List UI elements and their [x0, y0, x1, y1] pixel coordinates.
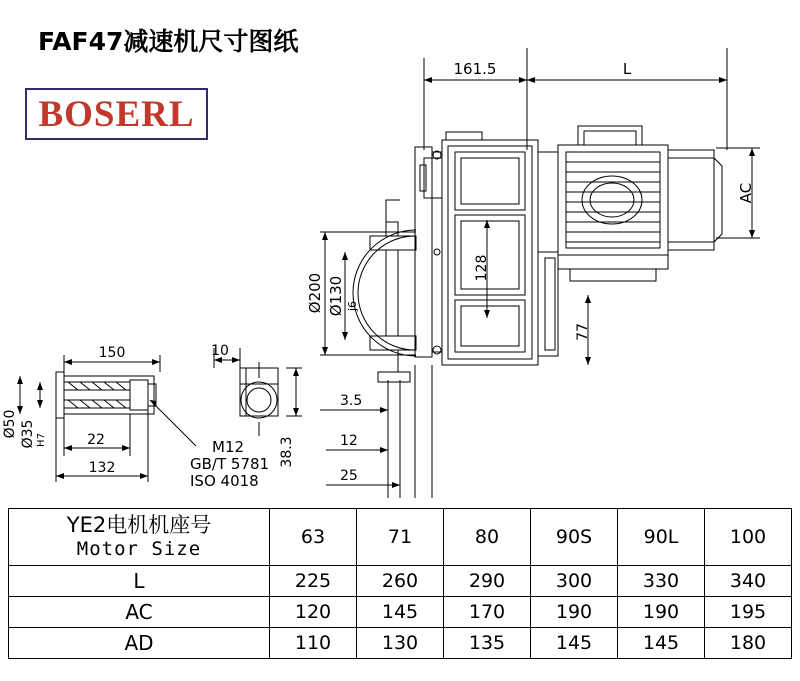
dim-dia200: Ø200	[306, 272, 324, 314]
cell-AD-90l: 145	[618, 628, 705, 659]
dim-3-5: 3.5	[340, 393, 363, 409]
callout-iso4018: ISO 4018	[190, 472, 259, 490]
dim-38-3: 38.3	[279, 436, 295, 468]
cell-AD-80: 135	[444, 628, 531, 659]
motor-size-80: 80	[444, 509, 531, 566]
motor-size-header-cn: YE2电机机座号	[66, 513, 212, 537]
row-label-AD: AD	[9, 628, 270, 659]
dim-dia130: Ø130	[327, 275, 345, 317]
motor-size-90l: 90L	[618, 509, 705, 566]
cell-L-90s: 300	[531, 566, 618, 597]
dim-25: 25	[340, 468, 358, 484]
dim-dia35-tolerance: H7	[36, 433, 47, 447]
cell-AD-100: 180	[705, 628, 792, 659]
table-row-AC	[9, 597, 792, 628]
cell-AC-90l: 190	[618, 597, 705, 628]
dim-dia35: Ø35	[20, 419, 36, 449]
dim-12: 12	[340, 433, 358, 449]
cell-AC-100: 195	[705, 597, 792, 628]
motor-size-header	[9, 509, 270, 566]
motor-size-header-en: Motor Size	[76, 538, 202, 561]
motor-size-90s: 90S	[531, 509, 618, 566]
table-row-AD	[9, 628, 792, 659]
dim-22: 22	[87, 432, 105, 448]
dim-150: 150	[98, 345, 126, 361]
logo-text: BOSERL	[38, 93, 195, 135]
motor-size-100: 100	[705, 509, 792, 566]
cell-AD-71: 130	[357, 628, 444, 659]
dim-10: 10	[211, 343, 229, 359]
cell-AC-90s: 190	[531, 597, 618, 628]
cell-L-63: 225	[270, 566, 357, 597]
dim-77: 77	[575, 323, 591, 341]
row-label-AC: AC	[9, 597, 270, 628]
cell-L-80: 290	[444, 566, 531, 597]
cell-AC-71: 145	[357, 597, 444, 628]
cell-L-71: 260	[357, 566, 444, 597]
row-label-L: L	[9, 566, 270, 597]
dim-dia130-tolerance: j6	[346, 300, 359, 312]
dim-AC: AC	[737, 182, 755, 204]
dim-132: 132	[88, 460, 116, 476]
specification-table	[8, 508, 792, 659]
dim-dia50: Ø50	[2, 409, 18, 439]
table-row-L	[9, 566, 792, 597]
cell-AC-63: 120	[270, 597, 357, 628]
cell-L-100: 340	[705, 566, 792, 597]
motor-size-71: 71	[357, 509, 444, 566]
cell-L-90l: 330	[618, 566, 705, 597]
page-title: FAF47减速机尺寸图纸	[38, 27, 299, 56]
cell-AD-63: 110	[270, 628, 357, 659]
dim-L: L	[622, 60, 632, 78]
dim-128: 128	[474, 254, 490, 282]
motor-size-63: 63	[270, 509, 357, 566]
table-header-row	[9, 509, 792, 566]
callout-gbt5781: GB/T 5781	[190, 455, 270, 473]
cell-AC-80: 170	[444, 597, 531, 628]
cell-AD-90s: 145	[531, 628, 618, 659]
dim-161-5: 161.5	[453, 60, 497, 78]
callout-m12: M12	[212, 438, 245, 456]
